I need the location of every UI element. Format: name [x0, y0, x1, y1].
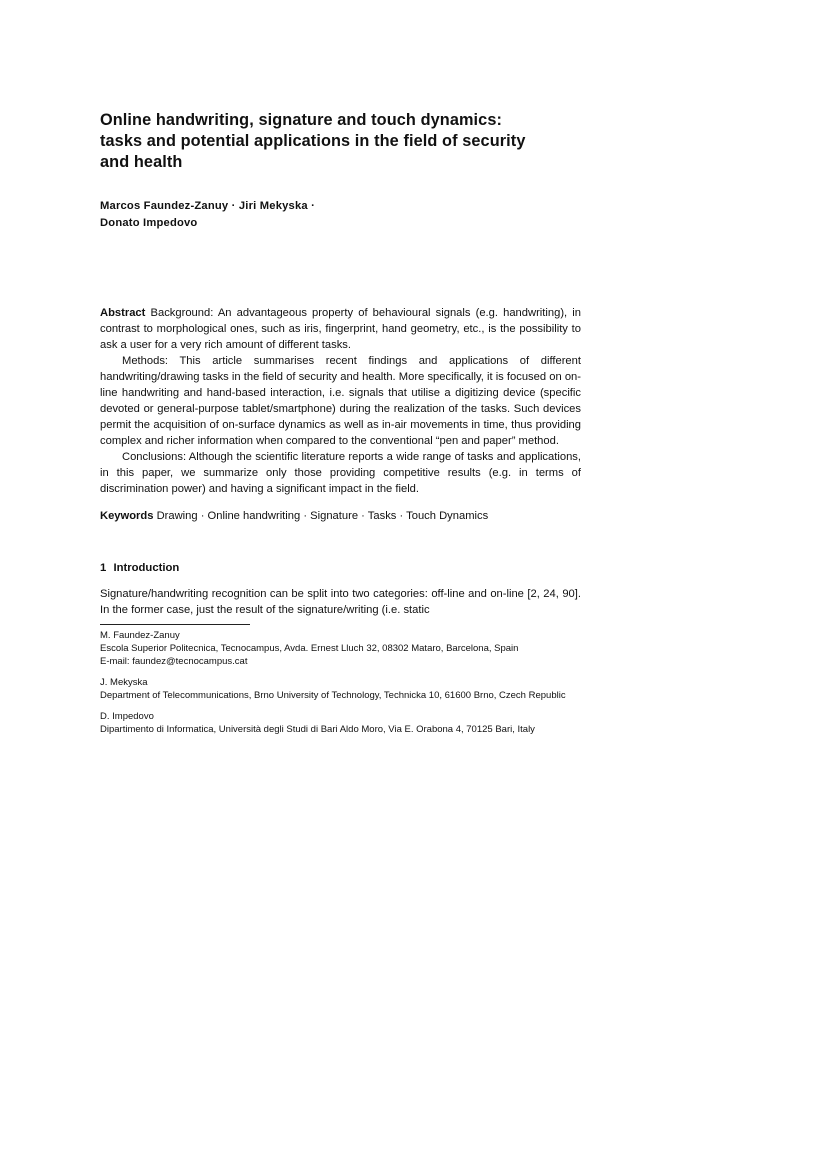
title-line: tasks and potential applications in the field of security [100, 132, 526, 150]
keywords-label: Keywords [100, 510, 154, 522]
affiliation-name: D. Impedovo [100, 711, 154, 722]
affiliation [100, 710, 581, 736]
section-number: 1 [100, 562, 107, 574]
section-title: Introduction [113, 562, 180, 574]
footnote-divider [100, 624, 250, 625]
abstract-methods: Methods: This article summarises recent findings and applications of different handwriting/drawing tasks in the field of security and health. More specifically, it is focused on on-line handwriting and hand-based interaction, i.e. signals that utilise a digitizing device (specific devoted or general-purpose tablet/smartphone) during the realization of the tasks. Such devices permit the acquisition of on-surface dynamics as well as in-air movements in time, thus providing complex and richer information when compared to the conventional “pen and paper” method. [100, 355, 581, 447]
affiliation-name: J. Mekyska [100, 677, 148, 688]
keywords [100, 508, 581, 524]
author-line: Marcos Faundez-Zanuy · Jiri Mekyska · [100, 200, 316, 212]
affiliation-name: M. Faundez-Zanuy [100, 630, 180, 641]
abstract-background-text: Background: An advantageous property of behavioural signals (e.g. handwriting), in contrast to morphological ones, such as iris, fingerprint, hand geometry, etc., is the possibility to ask a user for a very rich amount of different tasks. [100, 307, 581, 351]
paper-title [100, 110, 581, 173]
affiliation [100, 629, 581, 668]
paper-page [100, 110, 581, 736]
title-line: and health [100, 153, 183, 171]
abstract-conclusions: Conclusions: Although the scientific literature reports a wide range of tasks and applications, in this paper, we summarize only those providing competitive results (e.g. in terms of discrimination power) and having a significant impact in the field. [100, 451, 581, 495]
section-heading [100, 560, 581, 576]
affiliation-address: Department of Telecommunications, Brno University of Technology, Technicka 10, 61600 Brno, Czech Republic [100, 690, 566, 701]
abstract-background [100, 305, 581, 353]
affiliation-address: Dipartimento di Informatica, Università degli Studi di Bari Aldo Moro, Via E. Orabona 4, 70125 Bari, Italy [100, 724, 535, 735]
author-line: Donato Impedovo [100, 217, 198, 229]
affiliation-address: Escola Superior Politecnica, Tecnocampus, Avda. Ernest Lluch 32, 08302 Mataro, Barcelona, Spain [100, 643, 519, 654]
title-line: Online handwriting, signature and touch dynamics: [100, 111, 503, 129]
author-list [100, 198, 581, 232]
abstract-label: Abstract [100, 307, 146, 319]
abstract [100, 305, 581, 497]
affiliation [100, 676, 581, 702]
section-body: Signature/handwriting recognition can be split into two categories: off-line and on-line [2, 24, 90]. In the former case, just the result of the signature/writing (i.e. static [100, 588, 581, 616]
affiliation-email: E-mail: faundez@tecnocampus.cat [100, 656, 248, 667]
keywords-text: Drawing · Online handwriting · Signature · Tasks · Touch Dynamics [156, 510, 489, 522]
